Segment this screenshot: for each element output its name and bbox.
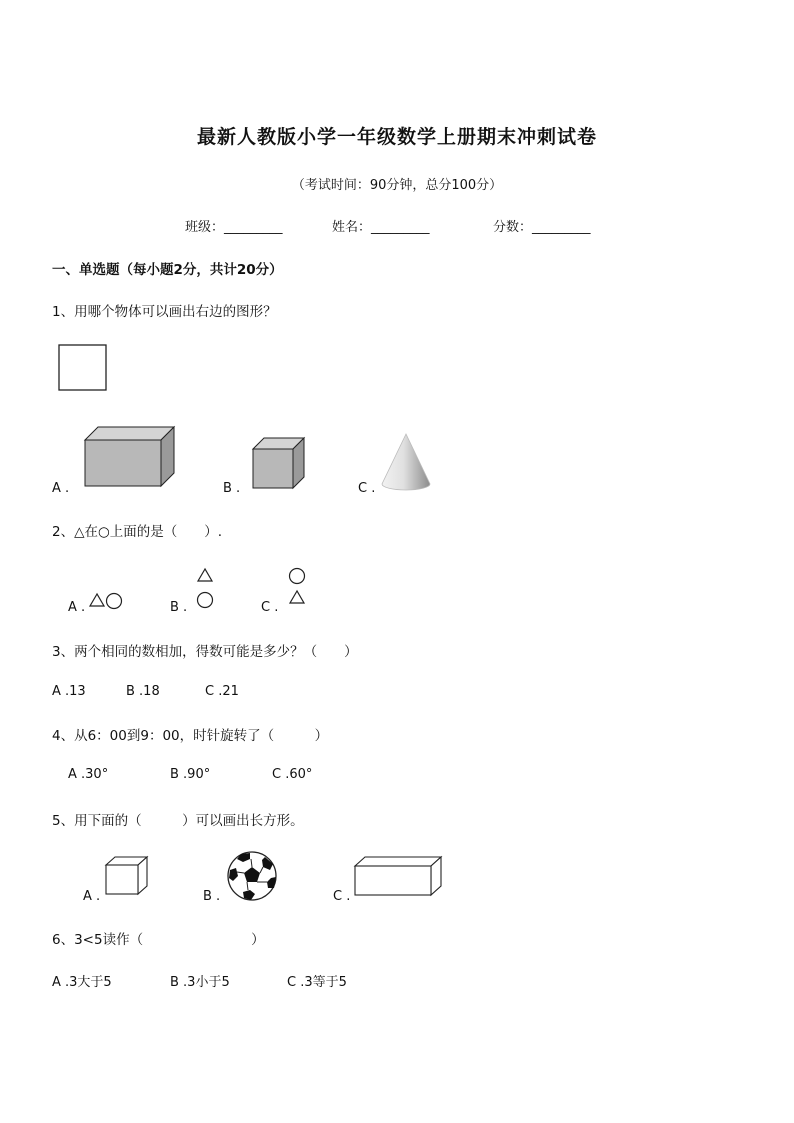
cone-icon[interactable]: [380, 432, 434, 492]
question-6-option-a[interactable]: A .3大于5: [52, 975, 112, 990]
score-field[interactable]: [493, 216, 591, 235]
question-6-stem: 6、3<5读作（ ）: [52, 932, 265, 948]
score-label: 分数：: [493, 220, 533, 235]
question-4-option-a[interactable]: A .30°: [68, 767, 109, 782]
name-label: 姓名：: [332, 220, 372, 235]
section-heading: 一、单选题（每小题2分，共计20分）: [52, 262, 283, 278]
question-6-option-c[interactable]: C .3等于5: [287, 975, 347, 990]
question-2-option-c[interactable]: C .: [261, 600, 279, 615]
question-3-stem: 3、两个相同的数相加，得数可能是多少？（ ）: [52, 644, 358, 660]
name-blank[interactable]: _________: [371, 220, 430, 235]
question-5-option-c[interactable]: C .: [333, 889, 351, 904]
cuboid-icon[interactable]: [84, 426, 178, 490]
question-4-option-c[interactable]: C .60°: [272, 767, 313, 782]
triangle-above-circle-icon[interactable]: [196, 567, 216, 611]
circle-above-triangle-icon[interactable]: [288, 566, 308, 608]
score-blank[interactable]: _________: [532, 220, 591, 235]
class-field[interactable]: [185, 216, 283, 235]
question-6-option-b[interactable]: B .3小于5: [170, 975, 230, 990]
question-1-option-b[interactable]: B .: [223, 481, 241, 496]
cuboid-icon[interactable]: [354, 856, 444, 898]
question-5-stem: 5、用下面的（ ）可以画出长方形。: [52, 813, 304, 829]
square-icon: [58, 344, 108, 392]
question-2-option-b[interactable]: B .: [170, 600, 188, 615]
question-2-stem: 2、△在○上面的是（ ）.: [52, 524, 223, 540]
triangle-beside-circle-icon[interactable]: [89, 592, 125, 612]
page-title: 最新人教版小学一年级数学上册期末冲刺试卷: [196, 126, 597, 148]
question-4-option-b[interactable]: B .90°: [170, 767, 211, 782]
name-field[interactable]: [332, 216, 430, 235]
cube-icon[interactable]: [105, 856, 149, 896]
question-1-option-c[interactable]: C .: [358, 481, 376, 496]
exam-info: （考试时间：90分钟，总分100分）: [291, 178, 503, 193]
question-2-option-a[interactable]: A .: [68, 600, 86, 615]
question-5-option-a[interactable]: A .: [83, 889, 101, 904]
cube-icon[interactable]: [252, 437, 306, 491]
question-1-stem: 1、用哪个物体可以画出右边的图形？: [52, 304, 277, 320]
question-5-option-b[interactable]: B .: [203, 889, 221, 904]
class-blank[interactable]: _________: [224, 220, 283, 235]
soccer-ball-icon[interactable]: [226, 850, 278, 902]
question-3-option-b[interactable]: B .18: [126, 684, 160, 699]
question-4-stem: 4、从6：00到9：00，时针旋转了（ ）: [52, 728, 329, 744]
question-3-option-c[interactable]: C .21: [205, 684, 239, 699]
question-3-option-a[interactable]: A .13: [52, 684, 86, 699]
question-1-option-a[interactable]: A .: [52, 481, 70, 496]
class-label: 班级：: [185, 220, 225, 235]
